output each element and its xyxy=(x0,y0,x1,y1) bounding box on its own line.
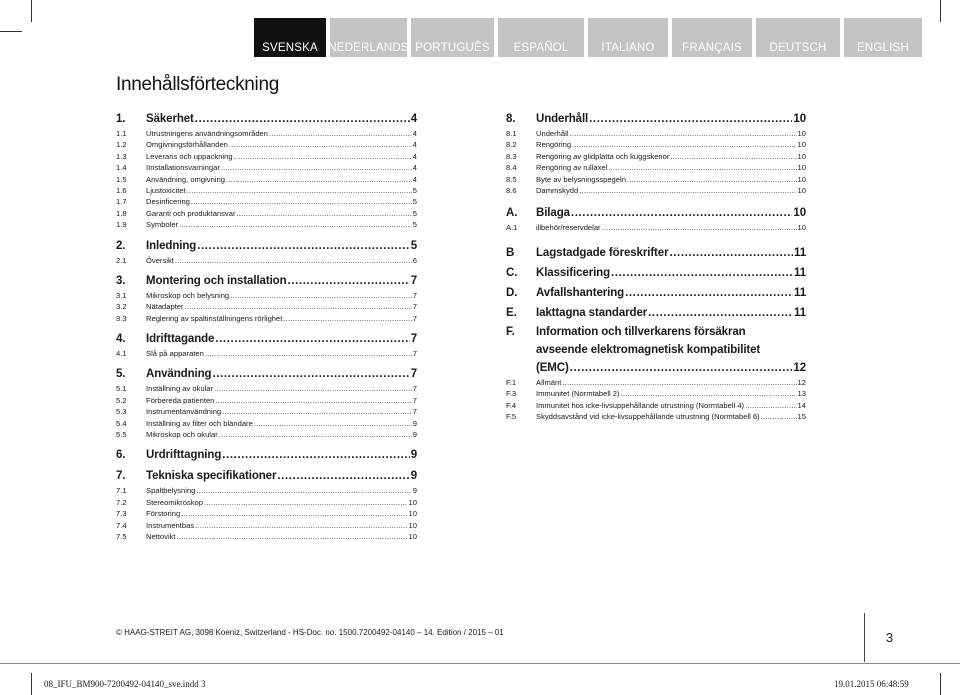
toc-number: D. xyxy=(506,286,518,299)
toc-label: Underhåll xyxy=(536,113,589,125)
toc-number: 4. xyxy=(116,333,126,346)
toc-number: 7.1 xyxy=(116,486,127,496)
toc-number: 5.2 xyxy=(116,395,127,405)
tab-francais[interactable]: FRANÇAIS xyxy=(672,18,752,57)
slug-timestamp: 19.01.2015 06:48:59 xyxy=(834,679,909,689)
toc-leader xyxy=(177,531,408,542)
toc-label: Instrumentanvändning xyxy=(146,407,222,417)
toc-entry-section[interactable] xyxy=(116,111,417,128)
toc-leader xyxy=(196,485,411,496)
toc-entry[interactable] xyxy=(506,400,806,411)
toc-label: Spaltbelysning xyxy=(146,486,196,496)
toc-label: Immunitet (Normtabell 2) xyxy=(536,389,620,399)
toc-label: Förstoring xyxy=(146,509,181,519)
toc-leader xyxy=(221,162,412,173)
toc-number: 1.4 xyxy=(116,163,127,173)
toc-leader xyxy=(187,185,412,196)
toc-label: Montering och installation xyxy=(146,274,287,287)
toc-number: F. xyxy=(506,325,515,338)
toc-entry-section[interactable] xyxy=(506,323,806,341)
toc-entry[interactable] xyxy=(116,151,417,162)
toc-number: F.4 xyxy=(506,400,517,410)
toc-entry-section[interactable] xyxy=(506,243,806,263)
toc-leader xyxy=(571,205,792,222)
toc-number: 1.7 xyxy=(116,197,127,207)
toc-label: Slå på apparaten xyxy=(146,349,204,359)
toc-entry[interactable] xyxy=(116,395,417,406)
toc-number: 3.1 xyxy=(116,290,127,300)
toc-page: 6 xyxy=(412,255,417,265)
tab-svenska[interactable]: SVENSKA xyxy=(254,18,326,57)
toc-label: Rengöring xyxy=(536,140,572,150)
toc-label: Lagstadgade föreskrifter xyxy=(536,246,669,259)
toc-leader xyxy=(602,222,797,233)
toc-leader xyxy=(226,174,412,185)
toc-number: F.3 xyxy=(506,389,517,399)
toc-entry[interactable] xyxy=(506,139,806,150)
toc-number: 5.4 xyxy=(116,418,127,428)
toc-page: 9 xyxy=(412,486,417,496)
toc-entry[interactable] xyxy=(116,418,417,429)
toc-leader xyxy=(670,151,796,162)
toc-label: Immunitet hos icke-livsuppehållande utrustning (Normtabell 4) xyxy=(536,400,745,410)
toc-number: C. xyxy=(506,266,518,279)
toc-entry[interactable] xyxy=(116,255,417,266)
toc-number: 7. xyxy=(116,470,126,483)
toc-leader xyxy=(254,418,412,429)
language-tabs xyxy=(254,18,922,57)
toc-leader xyxy=(175,255,412,266)
toc-entry[interactable] xyxy=(506,185,806,196)
toc-number: 6. xyxy=(116,449,126,462)
toc-entry[interactable] xyxy=(116,174,417,185)
toc-entry-section[interactable] xyxy=(506,111,806,128)
toc-page: 9 xyxy=(412,418,417,428)
toc-page: 7 xyxy=(410,333,417,346)
toc-leader xyxy=(579,185,796,196)
toc-entry[interactable] xyxy=(116,531,417,542)
toc-label: Reglering av spaltinställningens rörlighet xyxy=(146,313,283,323)
toc-leader xyxy=(197,238,409,255)
toc-page: 9 xyxy=(410,449,417,462)
toc-page: 4 xyxy=(412,140,417,150)
toc-leader xyxy=(229,139,412,150)
toc-label: Mikroskop och okular xyxy=(146,430,218,440)
toc-page: 9 xyxy=(412,430,417,440)
toc-label: Stereomikroskop xyxy=(146,497,203,507)
toc-page: 10 xyxy=(408,509,417,519)
toc-leader xyxy=(230,290,412,301)
toc-page: 5 xyxy=(412,220,417,230)
toc-leader xyxy=(589,111,792,128)
toc-number: 1. xyxy=(116,113,126,125)
toc-page: 10 xyxy=(797,140,806,150)
toc-leader xyxy=(195,111,410,128)
toc-leader xyxy=(625,283,793,303)
toc-number: 2. xyxy=(116,239,126,252)
toc-leader xyxy=(648,303,793,323)
toc-leader xyxy=(214,383,412,394)
toc-number: 1.8 xyxy=(116,208,127,218)
toc-label: (EMC) xyxy=(536,361,569,374)
toc-page: 10 xyxy=(797,223,806,233)
toc-leader xyxy=(570,359,793,377)
toc-number: 1.2 xyxy=(116,140,127,150)
toc-label: Avfallshantering xyxy=(536,286,625,299)
toc-page: 11 xyxy=(794,246,806,259)
toc-number: 8.2 xyxy=(506,140,517,150)
toc-page: 4 xyxy=(412,174,417,184)
toc-page: 7 xyxy=(410,274,417,287)
toc-number: 3.3 xyxy=(116,313,127,323)
toc-page: 10 xyxy=(797,174,806,184)
toc-leader xyxy=(572,139,797,150)
toc-leader xyxy=(222,447,409,464)
toc-label: Rengöring av glidplatta och kuggskenor xyxy=(536,151,670,161)
toc-leader xyxy=(219,429,412,440)
toc-page: 10 xyxy=(797,163,806,173)
toc-number: 8.6 xyxy=(506,185,517,195)
toc-entry-section-continued xyxy=(506,341,806,359)
toc-leader xyxy=(283,313,411,324)
toc-label: Tekniska specifikationer xyxy=(146,470,277,483)
toc-entry-section-continued xyxy=(506,359,806,377)
toc-entry-section[interactable] xyxy=(116,468,417,485)
toc-label: Bilaga xyxy=(536,207,570,220)
toc-entry[interactable] xyxy=(116,348,417,359)
toc-number: 1.9 xyxy=(116,220,127,230)
toc-page: 5 xyxy=(412,197,417,207)
toc-number: 7.2 xyxy=(116,497,127,507)
toc-leader xyxy=(222,406,412,417)
toc-entry-section[interactable] xyxy=(506,303,806,323)
toc-label: Nätadapter xyxy=(146,302,184,312)
toc-leader xyxy=(215,331,409,348)
toc-leader xyxy=(181,508,407,519)
toc-entry[interactable] xyxy=(116,139,417,150)
toc-label: Urdrifttagning xyxy=(146,449,222,462)
toc-number: 7.4 xyxy=(116,520,127,530)
toc-leader xyxy=(570,128,797,139)
toc-entry-section[interactable] xyxy=(506,263,806,283)
tab-portugues[interactable]: PORTUGUÊS xyxy=(411,18,494,57)
toc-leader xyxy=(234,151,412,162)
toc-label: Byte av belysningsspegeln xyxy=(536,174,626,184)
toc-label: Instrumentbas xyxy=(146,520,195,530)
toc-number: 1.6 xyxy=(116,185,127,195)
toc-leader xyxy=(562,377,796,388)
toc-label: Desinficering xyxy=(146,197,190,207)
toc-number: 3. xyxy=(116,274,126,287)
toc-entry[interactable] xyxy=(116,162,417,173)
toc-leader xyxy=(237,208,412,219)
toc-number: 3.2 xyxy=(116,302,127,312)
toc-page: 10 xyxy=(797,151,806,161)
toc-number: 8.4 xyxy=(506,163,517,173)
toc-entry[interactable] xyxy=(116,128,417,139)
toc-number: 4.1 xyxy=(116,349,127,359)
toc-page: 4 xyxy=(412,151,417,161)
toc-entry-section[interactable] xyxy=(506,205,806,222)
toc-label: Mikroskop och belysning xyxy=(146,290,230,300)
toc-leader xyxy=(669,243,793,263)
toc-label: Underhåll xyxy=(536,129,569,138)
copyright-footer: © HAAG-STREIT AG, 3098 Koeniz, Switzerland - HS-Doc. no. 1500.7200492-04140 – 14. Edition / 2015 – 01 xyxy=(116,628,504,637)
toc-page: 7 xyxy=(412,407,417,417)
toc-page: 10 xyxy=(408,531,417,541)
toc-page: 7 xyxy=(412,302,417,312)
crop-mark-bottom-right xyxy=(940,673,941,695)
toc-entry[interactable] xyxy=(506,174,806,185)
toc-entry[interactable] xyxy=(116,508,417,519)
toc-label: Nettovikt xyxy=(146,531,176,541)
toc-number: 5.1 xyxy=(116,384,127,394)
toc-leader xyxy=(608,162,796,173)
toc-label: avseende elektromagnetisk kompatibilitet xyxy=(536,343,761,356)
toc-entry[interactable] xyxy=(116,208,417,219)
toc-number: 7.3 xyxy=(116,509,127,519)
toc-number: 5.5 xyxy=(116,430,127,440)
toc-entry[interactable] xyxy=(116,185,417,196)
toc-number: B xyxy=(506,246,515,259)
toc-label: illbehör/reservdelar xyxy=(536,223,601,233)
toc-label: Information och tillverkarens försäkran xyxy=(536,325,746,338)
toc-entry[interactable] xyxy=(116,520,417,531)
toc-leader xyxy=(179,219,412,230)
slug-file-name: 08_IFU_BM900-7200492-04140_sve.indd 3 xyxy=(44,679,206,689)
toc-page: 12 xyxy=(793,361,806,374)
toc-page: 10 xyxy=(793,207,806,220)
toc-leader xyxy=(761,411,797,422)
toc-leader xyxy=(212,366,409,383)
toc-number: 5.3 xyxy=(116,407,127,417)
toc-entry[interactable] xyxy=(506,222,806,233)
toc-leader xyxy=(288,273,410,290)
tab-english[interactable]: ENGLISH xyxy=(844,18,922,57)
toc-page: 7 xyxy=(412,384,417,394)
crop-mark-top-left xyxy=(31,0,32,22)
toc-leader xyxy=(195,520,407,531)
slug-divider xyxy=(0,663,960,664)
toc-entry[interactable] xyxy=(506,162,806,173)
toc-label: Iakttagna standarder xyxy=(536,306,648,319)
toc-label: Rengöring av rullaxel xyxy=(536,163,608,173)
toc-label: Användning, omgivning xyxy=(146,174,225,184)
toc-page: 9 xyxy=(410,470,417,483)
tab-deutsch[interactable]: DEUTSCH xyxy=(756,18,840,57)
tab-nederlands[interactable]: NEDERLANDS xyxy=(330,18,407,57)
toc-label: Inställning av filter och bländare xyxy=(146,418,253,428)
toc-label: Allmänt xyxy=(536,377,562,387)
toc-page: 7 xyxy=(412,290,417,300)
toc-leader xyxy=(611,263,793,283)
toc-page: 10 xyxy=(408,520,417,530)
toc-page: 11 xyxy=(794,286,806,299)
toc-page: 7 xyxy=(410,368,417,381)
toc-number: A. xyxy=(506,207,518,220)
toc-entry-section[interactable] xyxy=(116,238,417,255)
toc-number: 7.5 xyxy=(116,531,127,541)
toc-entry[interactable] xyxy=(116,290,417,301)
toc-page: 11 xyxy=(794,306,806,319)
toc-entry[interactable] xyxy=(116,219,417,230)
toc-label: Utrustningens användningsområden xyxy=(146,129,269,138)
toc-label: Symboler xyxy=(146,220,179,230)
toc-label: Översikt xyxy=(146,255,174,265)
toc-entry[interactable] xyxy=(116,313,417,324)
toc-entry[interactable] xyxy=(506,151,806,162)
toc-entry[interactable] xyxy=(506,128,806,139)
toc-page: 12 xyxy=(797,377,806,387)
toc-leader xyxy=(205,348,412,359)
toc-leader xyxy=(269,128,412,139)
toc-entry-section[interactable] xyxy=(116,447,417,464)
toc-number: F.1 xyxy=(506,377,517,387)
toc-page: 10 xyxy=(408,497,417,507)
toc-label: Ljustoxicitet xyxy=(146,185,186,195)
toc-leader xyxy=(215,395,411,406)
toc-number: E. xyxy=(506,306,517,319)
toc-entry-section[interactable] xyxy=(116,331,417,348)
toc-label: Skyddsavstånd vid icke-livsuppehållande utrustning (Normtabell 6) xyxy=(536,411,760,421)
toc-page: 5 xyxy=(410,239,417,252)
toc-page: 4 xyxy=(410,113,417,125)
toc-page: 11 xyxy=(794,266,806,279)
toc-leader xyxy=(191,196,412,207)
toc-page: 7 xyxy=(412,395,417,405)
toc-leader xyxy=(621,388,797,399)
page-number: 3 xyxy=(864,613,914,662)
tab-espanol[interactable]: ESPAÑOL xyxy=(498,18,584,57)
toc-number: 8.1 xyxy=(506,129,517,138)
toc-number: 8.5 xyxy=(506,174,517,184)
toc-page: 5 xyxy=(412,185,417,195)
toc-number: 1.5 xyxy=(116,174,127,184)
toc-label: Säkerhet xyxy=(146,113,194,125)
toc-page: 10 xyxy=(797,185,806,195)
toc-number: 8. xyxy=(506,113,516,125)
toc-label: Förbereda patienten xyxy=(146,395,215,405)
toc-right-column xyxy=(506,111,806,422)
toc-number: 2.1 xyxy=(116,255,127,265)
toc-entry[interactable] xyxy=(116,485,417,496)
toc-leader xyxy=(185,301,412,312)
toc-page: 7 xyxy=(412,349,417,359)
toc-entry[interactable] xyxy=(506,388,806,399)
toc-number: 1.1 xyxy=(116,129,127,138)
crop-mark-bottom-left xyxy=(31,673,32,695)
crop-mark-left-top xyxy=(0,31,22,32)
toc-entry[interactable] xyxy=(506,377,806,388)
toc-page: 13 xyxy=(797,389,806,399)
toc-entry[interactable] xyxy=(116,406,417,417)
toc-page: 10 xyxy=(797,129,806,138)
toc-entry-section[interactable] xyxy=(116,366,417,383)
toc-number: 8.3 xyxy=(506,151,517,161)
toc-entry[interactable] xyxy=(506,411,806,422)
toc-leader xyxy=(745,400,796,411)
toc-page: 15 xyxy=(797,411,806,421)
toc-label: Inledning xyxy=(146,239,197,252)
toc-number: 1.3 xyxy=(116,151,127,161)
toc-number: 5. xyxy=(116,368,126,381)
toc-label: Användning xyxy=(146,368,212,381)
toc-entry-section[interactable] xyxy=(116,273,417,290)
toc-page: 10 xyxy=(793,113,806,125)
toc-leader xyxy=(277,468,409,485)
toc-label: Omgivningsförhållanden xyxy=(146,140,228,150)
toc-number: A.1 xyxy=(506,223,518,233)
toc-label: Idrifttagande xyxy=(146,333,215,346)
toc-leader xyxy=(204,497,408,508)
toc-label: Garanti och produktansvar xyxy=(146,208,236,218)
toc-entry[interactable] xyxy=(116,196,417,207)
tab-italiano[interactable]: ITALIANO xyxy=(588,18,668,57)
toc-page: 14 xyxy=(797,400,806,410)
toc-entry[interactable] xyxy=(116,383,417,394)
toc-entry-section[interactable] xyxy=(506,283,806,303)
toc-left-column xyxy=(116,111,417,542)
toc-entry[interactable] xyxy=(116,301,417,312)
toc-page: 5 xyxy=(412,208,417,218)
toc-entry[interactable] xyxy=(116,497,417,508)
toc-label: Inställning av okular xyxy=(146,384,214,394)
crop-mark-top-right xyxy=(940,0,941,22)
toc-leader xyxy=(627,174,797,185)
toc-page: 4 xyxy=(412,129,417,138)
toc-label: Leverans och uppackning xyxy=(146,151,233,161)
toc-label: Klassificering xyxy=(536,266,611,279)
toc-label: IInstallationsvarningar xyxy=(146,163,220,173)
toc-page: 4 xyxy=(412,163,417,173)
toc-label: Dammskydd xyxy=(536,185,579,195)
page-title: Innehållsförteckning xyxy=(116,74,279,95)
toc-entry[interactable] xyxy=(116,429,417,440)
toc-page: 7 xyxy=(412,313,417,323)
toc-number: F.5 xyxy=(506,411,517,421)
